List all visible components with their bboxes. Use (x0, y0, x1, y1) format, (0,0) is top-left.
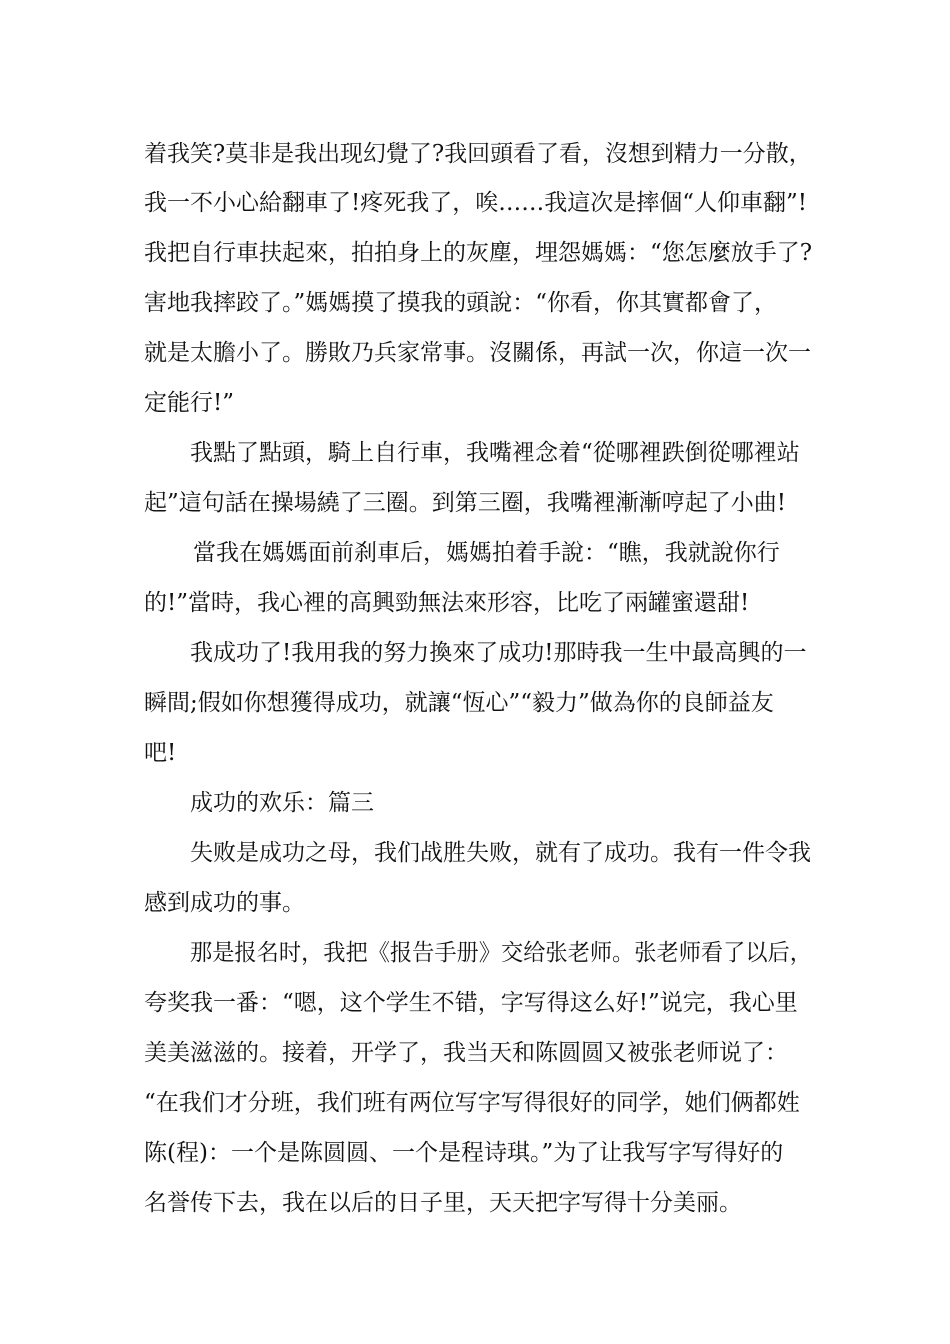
text-line: 陈(程)：一个是陈圆圆、一个是程诗琪。”为了让我写字写得好的 (144, 1140, 784, 1166)
text-line: 那是报名时，我把《报告手册》交给张老师。张老师看了以后， (190, 940, 812, 966)
text-line: 我一不小心給翻車了!疼死我了，唉……我這次是摔個“人仰車翻”! (144, 190, 808, 216)
text-line: 的!”當時，我心裡的高興勁無法來形容，比吃了兩罐蜜還甜! (144, 590, 750, 616)
text-line: 着我笑?莫非是我出现幻覺了?我回頭看了看，沒想到精力一分散， (144, 141, 812, 167)
text-line: 失败是成功之母，我们战胜失败，就有了成功。我有一件令我 (190, 840, 811, 866)
text-line: 定能行!” (144, 390, 235, 416)
text-line: 我點了點頭，騎上自行車，我嘴裡念着“從哪裡跌倒從哪裡站 (190, 440, 800, 466)
section-heading: 成功的欢乐：篇三 (190, 790, 374, 816)
text-line: 害地我摔跤了。”媽媽摸了摸我的頭說：“你看，你其實都會了， (144, 290, 778, 316)
text-line: 我成功了!我用我的努力換來了成功!那時我一生中最高興的一 (190, 640, 807, 666)
text-line: 起”這句話在操場繞了三圈。到第三圈，我嘴裡漸漸哼起了小曲! (144, 490, 787, 516)
text-line: “在我们才分班，我们班有两位写字写得很好的同学，她们俩都姓 (144, 1090, 800, 1116)
text-line: 名誉传下去，我在以后的日子里，天天把字写得十分美丽。 (144, 1190, 742, 1216)
text-line: 我把自行車扶起來，拍拍身上的灰塵，埋怨媽媽：“您怎麼放手了? (144, 240, 813, 266)
text-line: 吧! (144, 740, 177, 766)
text-line: 當我在媽媽面前刹車后，媽媽拍着手說：“瞧，我就說你行 (193, 540, 780, 566)
text-line: 美美滋滋的。接着，开学了，我当天和陈圆圆又被张老师说了： (144, 1040, 788, 1066)
text-line: 瞬間;假如你想獲得成功，就讓“恆心”“毅力”做為你的良師益友 (144, 690, 774, 716)
text-line: 感到成功的事。 (144, 890, 305, 916)
text-line: 夸奖我一番：“嗯，这个学生不错，字写得这么好!”说完，我心里 (144, 990, 798, 1016)
text-line: 就是太膽小了。勝敗乃兵家常事。沒關係，再試一次，你這一次一 (144, 340, 811, 366)
